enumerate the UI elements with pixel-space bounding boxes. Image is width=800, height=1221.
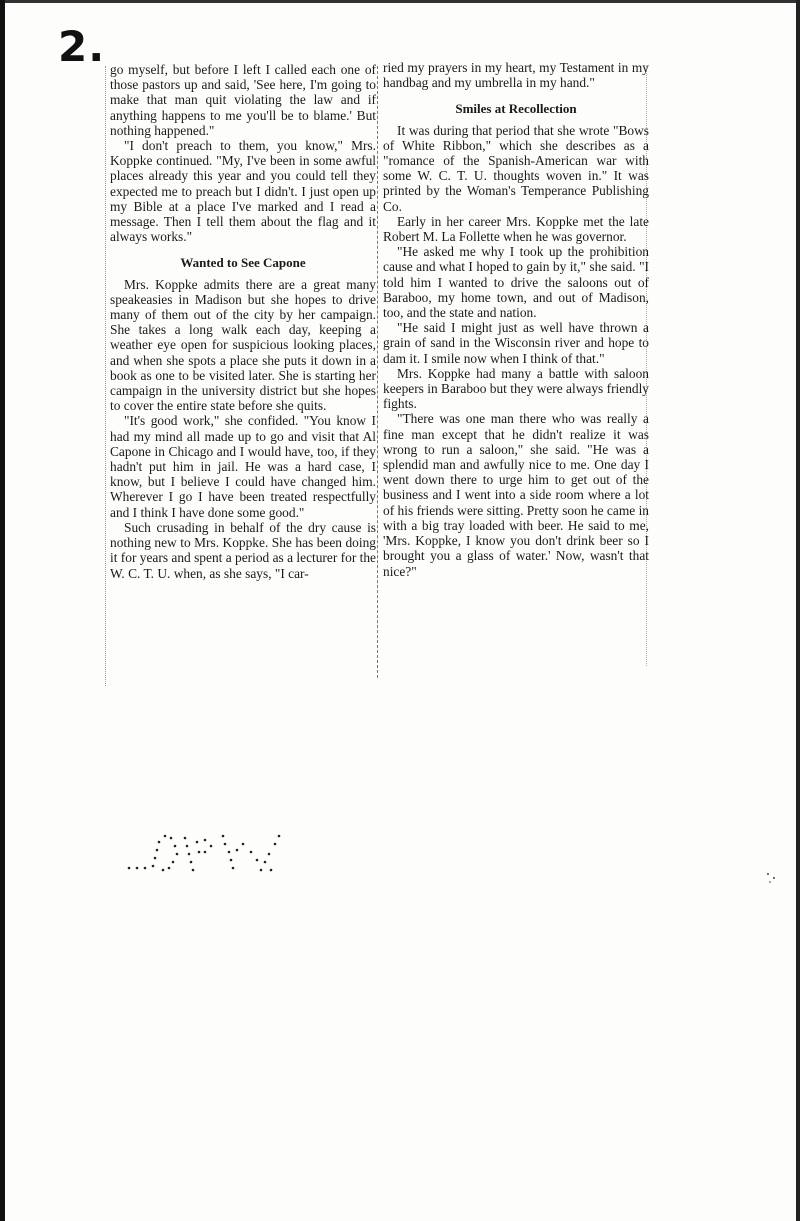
right-column bbox=[383, 60, 649, 579]
subheading: Smiles at Recollection bbox=[455, 101, 577, 117]
scan-speck bbox=[762, 868, 782, 888]
scan-edge-top bbox=[0, 0, 800, 3]
paragraph: "There was one man there who was really a fine man except that he didn't realize it was wrong to run a saloon," she said. "He was a splendid man and awfully nice to me. One day I went down there to urge him to get out of the business and I went into a side room where a lot of his friends were sitting. Pretty soon he came in with a big tray loaded with beer. He said to me, 'Mrs. Koppke, I know you don't drink beer so I brought you a glass of water.' Now, wasn't that nice?" bbox=[383, 411, 649, 579]
scan-edge-right bbox=[796, 0, 800, 1221]
clipping-edge-left bbox=[105, 66, 106, 686]
page-number: 2. bbox=[58, 22, 106, 71]
paragraph: Mrs. Koppke admits there are a great many speakeasies in Madison but she hopes to drive many of them out of the city by her campaign. She takes a long walk each day, keeping a weather eye open for suspicious looking places, and when she spots a place she puts it down in a book as one to be visited later. She is starting her campaign in the university district but she hopes to cover the entire state before she quits. bbox=[110, 276, 376, 414]
scan-edge-left bbox=[0, 0, 5, 1221]
paragraph: "I don't preach to them, you know," Mrs. Koppke continued. "My, I've been in some awful places already this year and you could tell they expected me to preach but I didn't. I just open up my Bible at a place I've marked and I read a message. Then I tell them about the flag and it always works." bbox=[110, 138, 376, 245]
subheading: Wanted to See Capone bbox=[180, 255, 306, 271]
column-divider bbox=[377, 66, 378, 678]
paragraph: Such crusading in behalf of the dry cause is nothing new to Mrs. Koppke. She has been doing it for years and spent a period as a lecturer for the W. C. T. U. when, as she says, "I car- bbox=[110, 519, 376, 581]
paragraph: It was during that period that she wrote "Bows of White Ribbon," which she describes as a "romance of the Spanish-American war with some W. C. T. U. thoughts woven in." It was printed by the Woman's Temperance Publishing Co. bbox=[383, 122, 649, 214]
paragraph: ried my prayers in my heart, my Testament in my handbag and my umbrella in my hand." bbox=[383, 60, 649, 91]
paragraph: Early in her career Mrs. Koppke met the late Robert M. La Follette when he was governor. bbox=[383, 213, 649, 245]
paragraph: go myself, but before I left I called each one of those pastors up and said, 'See here, I'm going to make that man quit violating the law and if anything happens to me you'll be to blame.' But nothing happened." bbox=[110, 62, 376, 138]
paragraph: Mrs. Koppke had many a battle with saloon keepers in Baraboo but they were always friendly fights. bbox=[383, 365, 649, 412]
paragraph: "It's good work," she confided. "You know I had my mind all made up to go and visit that Al Capone in Chicago and I would have, too, if they hadn't put him in jail. He was a hard case, I know, but I believe I could have changed him. Wherever I go I have been treated respectfully and I think I have done some good." bbox=[110, 413, 376, 520]
perforation-stamp bbox=[125, 830, 285, 876]
left-column bbox=[110, 62, 376, 581]
paragraph: "He asked me why I took up the prohibition cause and what I hoped to gain by it," she said. "I told him I wanted to drive the saloons out of Baraboo, my home town, and out of Madison, too, and the state and nation. bbox=[383, 244, 649, 321]
paragraph: "He said I might just as well have thrown a grain of sand in the Wisconsin river and hope to dam it. I smile now when I think of that." bbox=[383, 320, 649, 366]
